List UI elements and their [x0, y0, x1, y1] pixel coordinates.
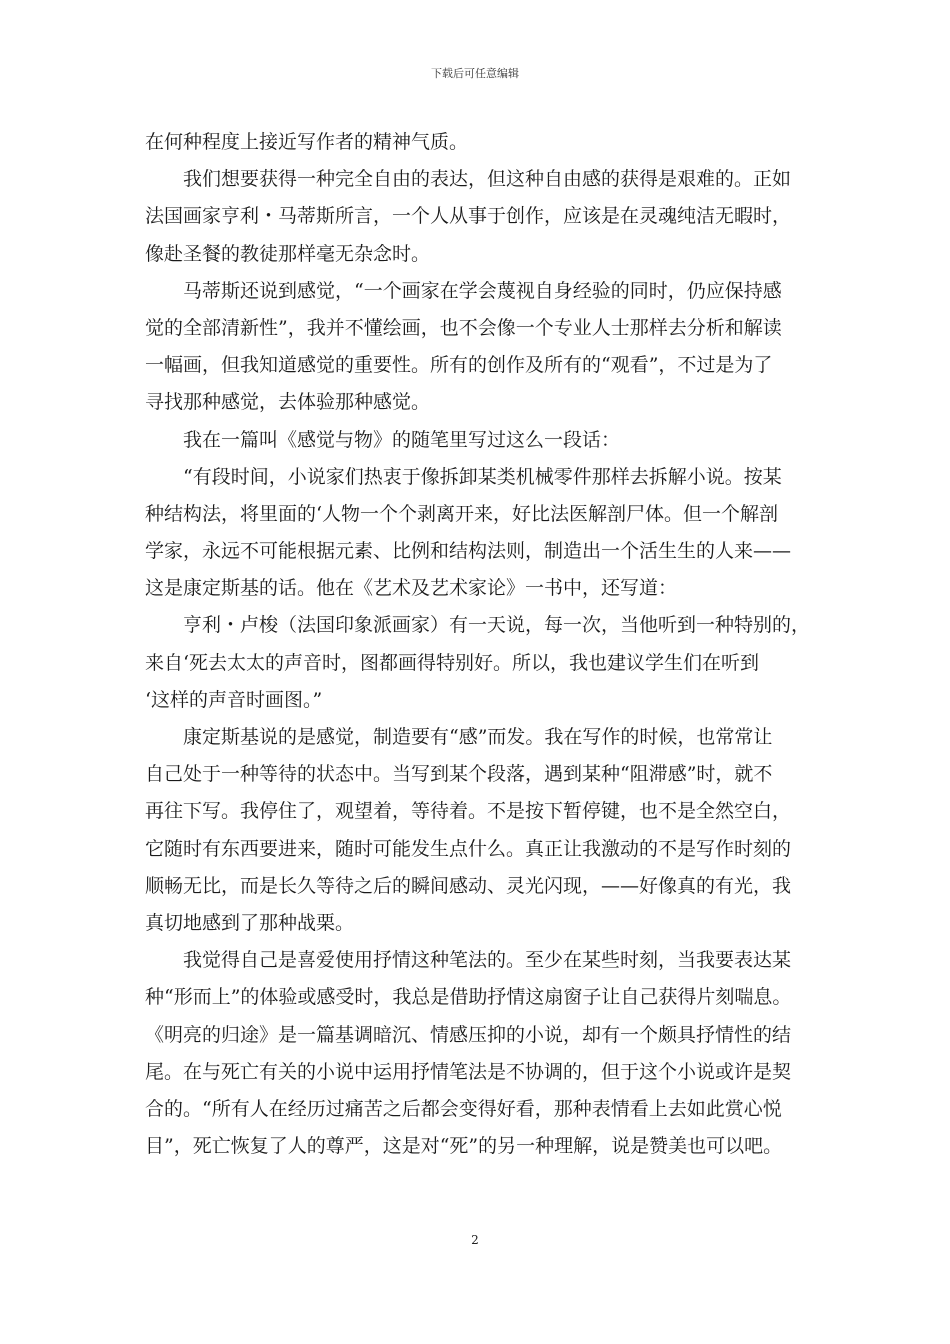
text-line: 种结构法，将里面的‘人物一个个剥离开来，好比法医解剖尸体。但一个解剖 — [145, 502, 779, 525]
text-line: 合的。“所有人在经历过痛苦之后都会变得好看，那种表情看上去如此赏心悦 — [145, 1097, 782, 1120]
text-line: 学家，永远不可能根据元素、比例和结构法则，制造出一个活生生的人来—— — [145, 540, 792, 563]
text-line: 种“形而上”的体验或感受时，我总是借助抒情这扇窗子让自己获得片刻喘息。 — [145, 986, 792, 1009]
text-line: 这是康定斯基的话。他在《艺术及艺术家论》一书中，还写道： — [145, 577, 678, 600]
text-line: 尾。在与死亡有关的小说中运用抒情笔法是不协调的，但于这个小说或许是契 — [145, 1060, 792, 1083]
text-line: 寻找那种感觉，去体验那种感觉。 — [145, 391, 431, 414]
text-line: 像赴圣餐的教徒那样毫无杂念时。 — [145, 242, 431, 265]
text-line: 觉的全部清新性”，我并不懂绘画，也不会像一个专业人士那样去分析和解读 — [145, 316, 782, 339]
text-line: 康定斯基说的是感觉，制造要有“感”而发。我在写作的时候，也常常让 — [183, 726, 773, 748]
text-line: 亨利・卢梭（法国印象派画家）有一天说，每一次，当他听到一种特别的， — [183, 614, 811, 637]
text-line: 《明亮的归途》是一篇基调暗沉、情感压抑的小说，却有一个颇具抒情性的结 — [145, 1023, 792, 1046]
text-line: ‘这样的声音时画图。” — [145, 688, 323, 711]
text-line: “有段时间，小说家们热衷于像拆卸某类机械零件那样去拆解小说。按某 — [183, 465, 782, 488]
text-line: 目”，死亡恢复了人的尊严，这是对“死”的另一种理解，说是赞美也可以吧。 — [145, 1135, 783, 1158]
text-line: 自己处于一种等待的状态中。当写到某个段落，遇到某种“阻滞感”时，就不 — [145, 763, 773, 786]
text-line: 一幅画，但我知道感觉的重要性。所有的创作及所有的“观看”，不过是为了 — [145, 354, 773, 377]
text-line: 法国画家亨利・马蒂斯所言，一个人从事于创作，应该是在灵魂纯洁无暇时， — [145, 205, 792, 228]
text-line: 再往下写。我停住了，观望着，等待着。不是按下暂停键，也不是全然空白， — [145, 800, 792, 823]
text-line: 马蒂斯还说到感觉，“一个画家在学会蔑视自身经验的同时，仍应保持感 — [183, 279, 782, 302]
text-line: 我在一篇叫《感觉与物》的随笔里写过这么一段话： — [183, 428, 621, 451]
text-line: 来自‘死去太太的声音时，图都画得特别好。所以，我也建议学生们在听到 — [145, 651, 760, 674]
text-line: 顺畅无比，而是长久等待之后的瞬间感动、灵光闪现，——好像真的有光，我 — [145, 874, 792, 897]
text-line: 在何种程度上接近写作者的精神气质。 — [145, 131, 469, 153]
text-line: 真切地感到了那种战栗。 — [145, 911, 355, 934]
text-line: 它随时有东西要进来，随时可能发生点什么。真正让我激动的不是写作时刻的 — [145, 837, 792, 860]
text-line: 我们想要获得一种完全自由的表达，但这种自由感的获得是艰难的。正如 — [183, 168, 792, 191]
page-number: 2 — [471, 1233, 479, 1247]
page-header: 下载后可任意编辑 — [431, 67, 519, 80]
body-text — [145, 124, 810, 1165]
text-line: 我觉得自己是喜爱使用抒情这种笔法的。至少在某些时刻，当我要表达某 — [183, 949, 792, 972]
